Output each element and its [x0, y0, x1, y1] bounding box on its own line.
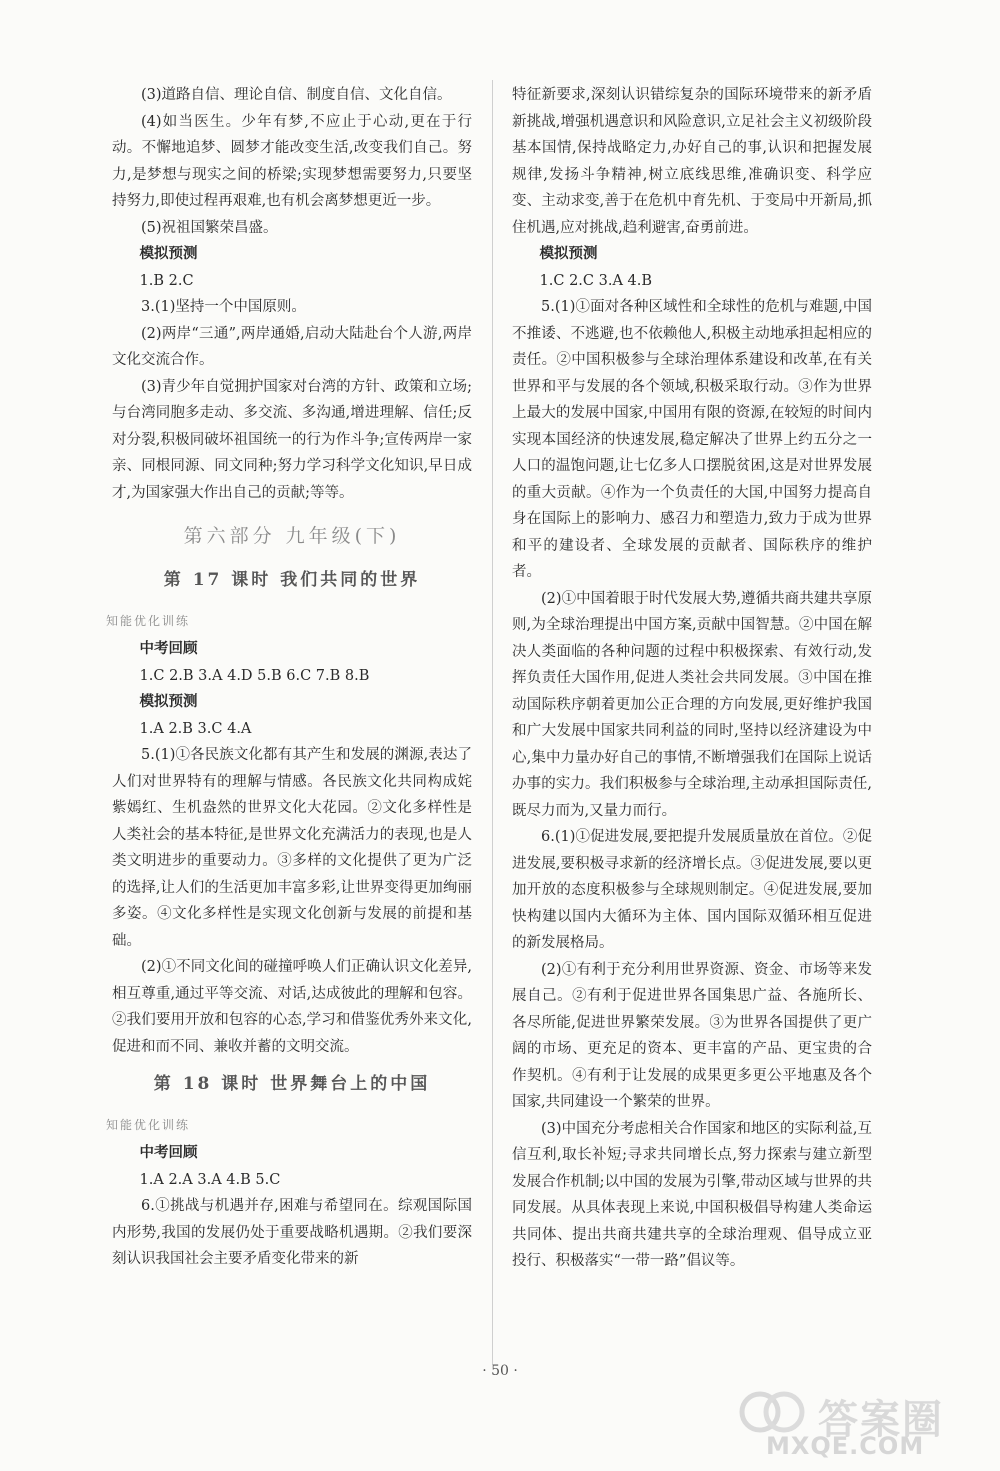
- mock-prediction-heading: 模拟预测: [539, 245, 598, 262]
- answer-paragraph: (2)①不同文化间的碰撞呼唤人们正确认识文化差异,相互尊重,通过平等交流、对话,达成彼此的理解和包容。②我们要用开放和包容的心态,学习和借鉴优秀外来文化,促进和而不同、兼收并蓄的文明交流。: [112, 959, 472, 1055]
- left-column: [106, 82, 472, 1273]
- answer-paragraph: (2)①有利于充分利用世界资源、资金、市场等来发展自己。②有利于促进世界各国集思广益、各施所长、各尽所能,促进世界繁荣发展。③为世界各国提供了更广阔的市场、更充足的资本、更丰富的产品、更宝贵的合作契机。④有利于让发展的成果更多更公平地惠及各个国家,共同建设一个繁荣的世界。: [512, 961, 872, 1110]
- answer-paragraph: 6.(1)①促进发展,要把提升发展质量放在首位。②促进发展,要积极寻求新的经济增长点。③促进发展,要以更加开放的态度积极参与全球规则制定。④促进发展,要加快构建以国内大循环为主体、国内国际双循环相互促进的新发展格局。: [512, 829, 872, 951]
- column-divider: [492, 80, 493, 1365]
- answer-key: 1.A 2.A 3.A 4.B 5.C: [139, 1171, 281, 1188]
- mock-prediction-heading: 模拟预测: [139, 693, 198, 710]
- lesson-18-title: 第 18 课时 世界舞台上的中国: [153, 1074, 431, 1094]
- answer-paragraph: (2)①中国着眼于时代发展大势,遵循共商共建共享原则,为全球治理提出中国方案,贡献中国智慧。②中国在解决人类面临的各种问题的过程中积极探索、有效行动,发挥负责任大国作用,促进人类社会共同发展。③中国在推动国际秩序朝着更加公正合理的方向发展,更好维护我国和广大发展中国家共同利益的同时,坚持以经济建设为中心,集中力量办好自己的事情,不断增强我们在国际上说话办事的实力。我们积极参与全球治理,主动承担国际责任,既尽力而为,又量力而行。: [512, 590, 872, 819]
- answer-paragraph: 6.①挑战与机遇并存,困难与希望同在。综观国际国内形势,我国的发展仍处于重要战略机遇期。②我们要深刻认识我国社会主要矛盾变化带来的新: [112, 1198, 472, 1267]
- answer-paragraph: 3.(1)坚持一个中国原则。: [141, 299, 306, 315]
- page-number: · 50 ·: [482, 1363, 518, 1379]
- right-column: [512, 82, 872, 1275]
- answer-paragraph: (5)祝祖国繁荣昌盛。: [141, 219, 278, 236]
- answer-paragraph: (3)道路自信、理论自信、制度自信、文化自信。: [141, 87, 452, 103]
- answer-paragraph: (3)青少年自觉拥护国家对台湾的方针、政策和立场;与台湾同胞多走动、多交流、多沟通,增进理解、信任;反对分裂,积极同破坏祖国统一的行为作斗争;宣传两岸一家亲、同根同源、同文同种;努力学习科学文化知识,早日成才,为国家强大作出自己的贡献;等等。: [112, 378, 472, 501]
- exam-review-heading: 中考回顾: [139, 1144, 198, 1161]
- section-label: 知能优化训练: [106, 1118, 191, 1132]
- answer-paragraph: 5.(1)①各民族文化都有其产生和发展的渊源,表达了人们对世界特有的理解与情感。各民族文化共同构成姹紫嫣红、生机盎然的世界文化大花园。②文化多样性是人类社会的基本特征,是世界文化充满活力的表现,也是人类文明进步的重要动力。③多样的文化提供了更为广泛的选择,让人们的生活更加丰富多彩,让世界变得更加绚丽多姿。④文化多样性是实现文化创新与发展的前提和基础。: [112, 747, 472, 949]
- watermark-text: 答案圈: [818, 1397, 944, 1443]
- part-title: 第六部分 九年级(下): [183, 525, 401, 547]
- answer-paragraph: (2)两岸“三通”,两岸通婚,启动大陆赴台个人游,两岸文化交流合作。: [112, 325, 472, 368]
- watermark-logo-icon: [738, 1390, 808, 1434]
- answer-paragraph: 5.(1)①面对各种区域性和全球性的危机与难题,中国不推诿、不逃避,也不依赖他人,积极主动地承担起相应的责任。②中国积极参与全球治理体系建设和改革,在有关世界和平与发展的各个领域,积极采取行动。③作为世界上最大的发展中国家,中国用有限的资源,在较短的时间内实现本国经济的快速发展,稳定解决了世界上约五分之一人口的温饱问题,让七亿多人口摆脱贫困,这是对世界发展的重大贡献。④作为一个负责任的大国,中国努力提高自身在国际上的影响力、感召力和塑造力,致力于成为世界和平的建设者、全球发展的贡献者、国际秩序的维护者。: [512, 299, 872, 580]
- answer-key: 1.A 2.B 3.C 4.A: [139, 720, 252, 737]
- exam-review-heading: 中考回顾: [139, 640, 198, 657]
- mock-prediction-heading: 模拟预测: [139, 245, 198, 262]
- answer-key: 1.B 2.C: [139, 272, 194, 289]
- watermark-site: MXQE.COM: [766, 1432, 925, 1460]
- lesson-17-title: 第 17 课时 我们共同的世界: [163, 570, 421, 590]
- answer-paragraph: 特征新要求,深刻认识错综复杂的国际环境带来的新矛盾新挑战,增强机遇意识和风险意识,立足社会主义初级阶段基本国情,保持战略定力,办好自己的事,认识和把握发展规律,发扬斗争精神,树立底线思维,准确识变、科学应变、主动求变,善于在危机中育先机、于变局中开新局,抓住机遇,应对挑战,趋利避害,奋勇前进。: [512, 87, 872, 236]
- watermark: [738, 1388, 988, 1468]
- answer-key: 1.C 2.B 3.A 4.D 5.B 6.C 7.B 8.B: [139, 667, 370, 684]
- section-label: 知能优化训练: [106, 614, 191, 628]
- answer-paragraph: (3)中国充分考虑相关合作国家和地区的实际利益,互信互利,取长补短;寻求共同增长点,努力探索与建立新型发展合作机制;以中国的发展为引擎,带动区域与世界的共同发展。从具体表现上来说,中国积极倡导构建人类命运共同体、提出共商共建共享的全球治理观、倡导成立亚投行、积极落实“一带一路”倡议等。: [512, 1120, 872, 1269]
- answer-paragraph: (4)如当医生。少年有梦,不应止于心动,更在于行动。不懈地追梦、圆梦才能改变生活,改变我们自己。努力,是梦想与现实之间的桥梁;实现梦想需要努力,只要坚持努力,即使过程再艰难,也有机会离梦想更近一步。: [112, 113, 472, 209]
- answer-key: 1.C 2.C 3.A 4.B: [539, 272, 653, 289]
